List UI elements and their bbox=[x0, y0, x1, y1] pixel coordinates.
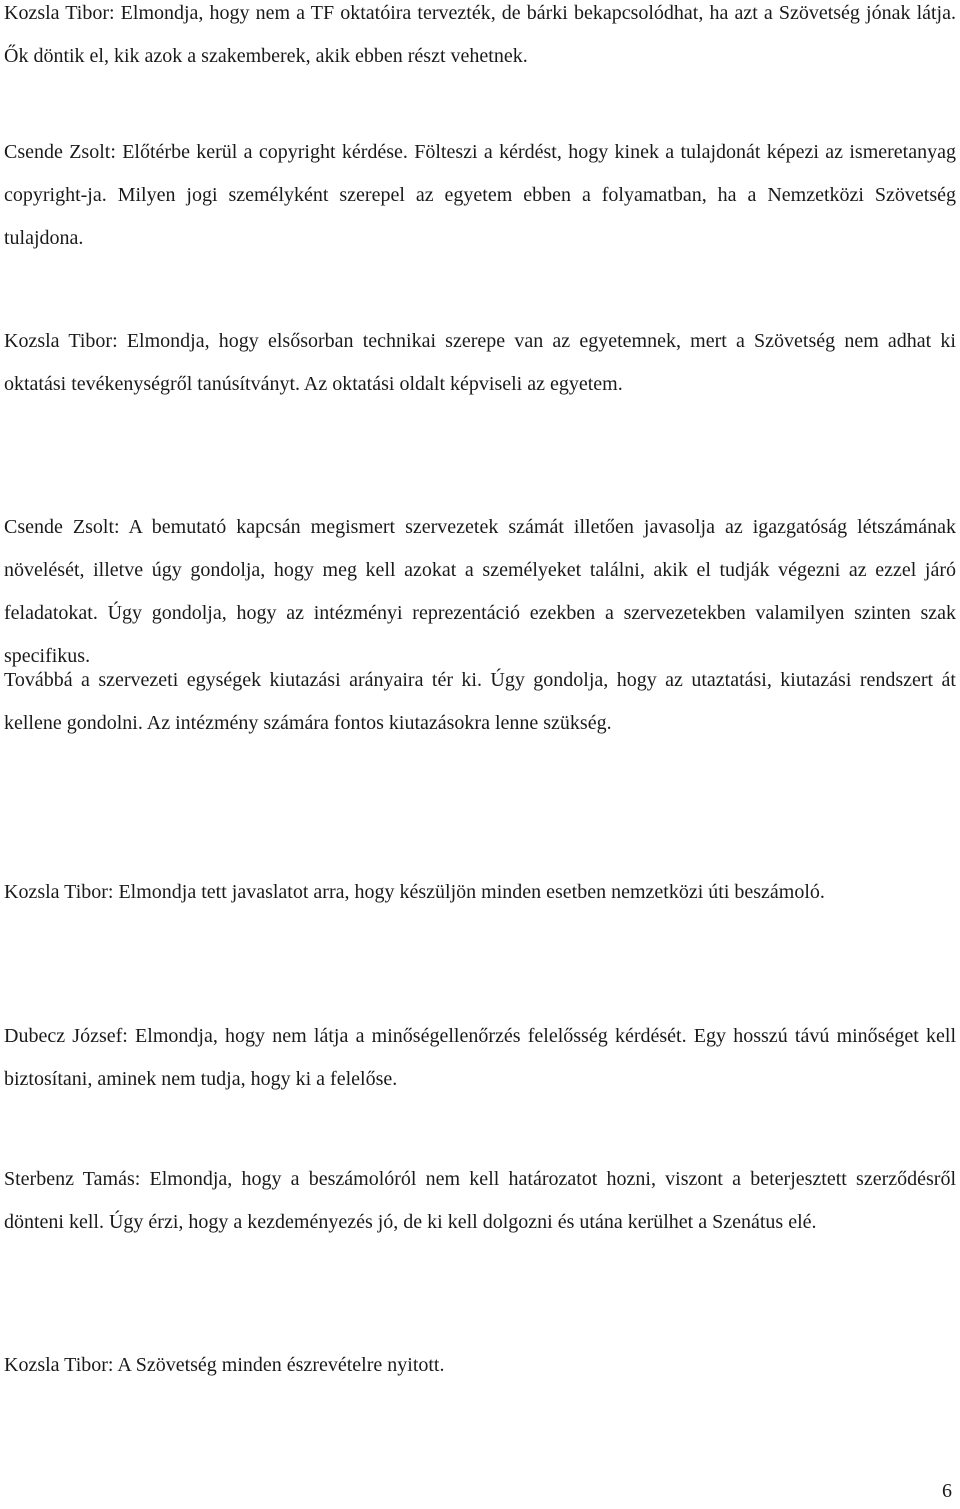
paragraph-dubecz: Dubecz József: Elmondja, hogy nem látja a minőségellenőrzés felelősség kérdését. Egy hosszú távú minőséget kell biztosítani, aminek nem tudja, hogy ki a felelőse. bbox=[4, 1025, 956, 1090]
paragraph-csende-3: Továbbá a szervezeti egységek kiutazási arányaira tér ki. Úgy gondolja, hogy az utaztatási, kiutazási rendszert át kellene gondolni. Az intézmény számára fontos kiutazásokra lenne szükség. bbox=[4, 669, 956, 734]
paragraph-sterbenz: Sterbenz Tamás: Elmondja, hogy a beszámolóról nem kell határozatot hozni, viszont a beterjesztett szerződésről dönteni kell. Úgy érzi, hogy a kezdeményezés jó, de ki kell dolgozni és utána kerülhet a Szenátus elé. bbox=[4, 1168, 956, 1233]
paragraph-kozsla-2: Kozsla Tibor: Elmondja, hogy elsősorban technikai szerepe van az egyetemnek, mert a Szövetség nem adhat ki oktatási tevékenységről tanúsítványt. Az oktatási oldalt képviseli az egyetem. bbox=[4, 330, 956, 395]
paragraph-csende-1: Csende Zsolt: Előtérbe kerül a copyright kérdése. Fölteszi a kérdést, hogy kinek a tulajdonát képezi az ismeretanyag copyright-ja. Milyen jogi személyként szerepel az egyetem ebben a folyamatban, ha a Nemzetközi Szövetség tulajdona. bbox=[4, 141, 956, 249]
document-page bbox=[4, 0, 956, 1509]
page-number: 6 bbox=[942, 1480, 952, 1502]
paragraph-kozsla-3: Kozsla Tibor: Elmondja tett javaslatot arra, hogy készüljön minden esetben nemzetközi úti beszámoló. bbox=[4, 881, 825, 903]
paragraph-csende-2: Csende Zsolt: A bemutató kapcsán megismert szervezetek számát illetően javasolja az igazgatóság létszámának növelését, illetve úgy gondolja, hogy meg kell azokat a személyeket találni, akik el tudják végezni az ezzel járó feladatokat. Úgy gondolja, hogy az intézményi reprezentáció ezekben a szervezetekben valamilyen szinten szak specifikus. bbox=[4, 516, 956, 667]
paragraph-kozsla-4: Kozsla Tibor: A Szövetség minden észrevételre nyitott. bbox=[4, 1354, 445, 1376]
paragraph-kozsla-1: Kozsla Tibor: Elmondja, hogy nem a TF oktatóira tervezték, de bárki bekapcsolódhat, ha azt a Szövetség jónak látja. Ők döntik el, kik azok a szakemberek, akik ebben részt vehetnek. bbox=[4, 2, 956, 67]
